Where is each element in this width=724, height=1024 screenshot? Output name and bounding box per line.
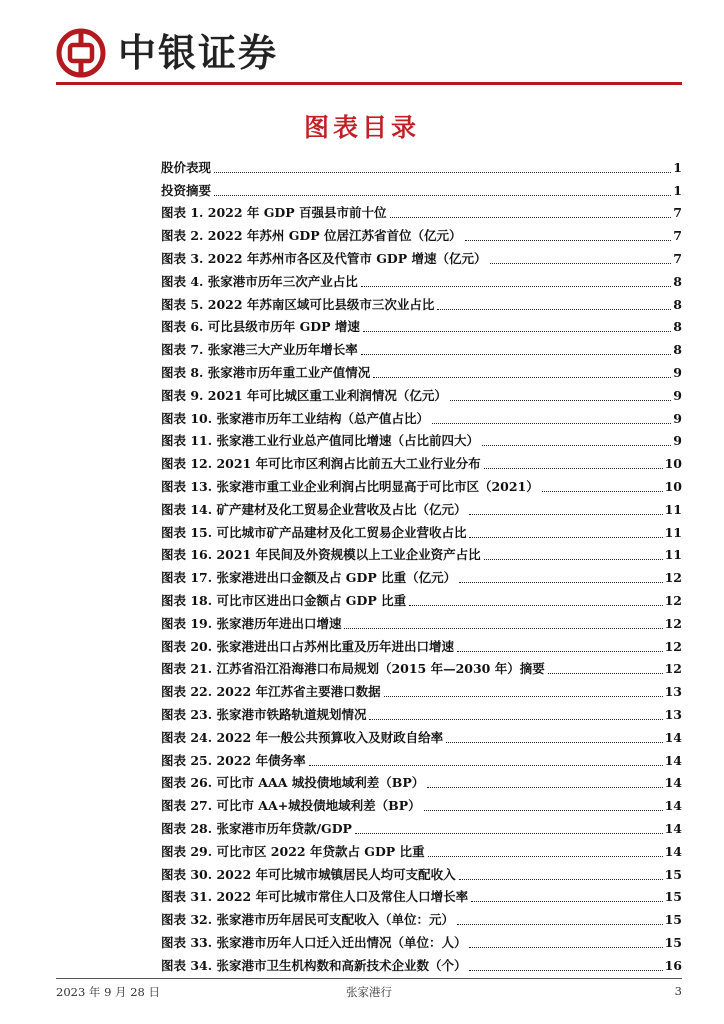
toc-entry-page: 8 bbox=[673, 296, 682, 312]
toc-entry-label: 图表 5. 2022 年苏南区域可比县级市三次业占比 bbox=[161, 296, 435, 312]
toc-entry-label: 图表 19. 张家港历年进出口增速 bbox=[161, 615, 342, 631]
toc-dot-leader bbox=[469, 970, 662, 971]
toc-entry-page: 12 bbox=[664, 615, 682, 631]
toc-entry-page: 10 bbox=[664, 456, 682, 472]
toc-dot-leader bbox=[363, 331, 671, 332]
toc-dot-leader bbox=[469, 537, 662, 538]
toc-entry-label: 股价表现 bbox=[161, 159, 212, 175]
toc-entry-page: 12 bbox=[664, 638, 682, 654]
toc-entry-page: 1 bbox=[673, 159, 682, 175]
toc-entry[interactable] bbox=[161, 746, 682, 769]
toc-entry-label: 图表 1. 2022 年 GDP 百强县市前十位 bbox=[161, 205, 387, 221]
toc-entry-page: 7 bbox=[673, 250, 682, 266]
toc-entry-label: 图表 33. 张家港市历年人口迁入迁出情况（单位：人） bbox=[161, 934, 467, 950]
toc-entry-page: 14 bbox=[664, 752, 682, 768]
toc-entry-page: 10 bbox=[664, 478, 682, 494]
toc-entry-page: 9 bbox=[673, 364, 682, 380]
toc-entry-page: 1 bbox=[673, 182, 682, 198]
toc-dot-leader bbox=[432, 423, 671, 424]
toc-entry[interactable] bbox=[161, 518, 682, 541]
toc-entry-label: 图表 6. 可比县级市历年 GDP 增速 bbox=[161, 319, 360, 335]
toc-dot-leader bbox=[471, 901, 663, 902]
toc-dot-leader bbox=[465, 240, 672, 241]
toc-entry-label: 图表 12. 2021 年可比市区利润占比前五大工业行业分布 bbox=[161, 456, 481, 472]
toc-entry[interactable] bbox=[161, 655, 682, 678]
table-of-figures bbox=[161, 153, 682, 974]
toc-entry-page: 11 bbox=[664, 524, 682, 540]
toc-entry-page: 8 bbox=[673, 273, 682, 289]
toc-dot-leader bbox=[373, 377, 671, 378]
toc-entry-page: 12 bbox=[664, 592, 682, 608]
toc-entry-page: 13 bbox=[664, 684, 682, 700]
toc-entry-label: 图表 16. 2021 年民间及外资规模以上工业企业资产占比 bbox=[161, 547, 481, 563]
toc-dot-leader bbox=[459, 879, 663, 880]
toc-dot-leader bbox=[437, 309, 671, 310]
toc-entry-label: 图表 20. 张家港进出口占苏州比重及历年进出口增速 bbox=[161, 638, 454, 654]
toc-entry-label: 图表 30. 2022 年可比城市城镇居民人均可支配收入 bbox=[161, 866, 456, 882]
toc-entry[interactable] bbox=[161, 472, 682, 495]
toc-dot-leader bbox=[459, 582, 663, 583]
toc-entry-page: 9 bbox=[673, 433, 682, 449]
toc-entry[interactable] bbox=[161, 791, 682, 814]
toc-dot-leader bbox=[548, 673, 663, 674]
footer-subject: 张家港行 bbox=[346, 985, 392, 999]
toc-entry-page: 11 bbox=[664, 501, 682, 517]
toc-entry-label: 图表 8. 张家港市历年重工业产值情况 bbox=[161, 364, 371, 380]
footer-date: 2023 年 9 月 28 日 bbox=[56, 985, 160, 999]
toc-entry-label: 图表 10. 张家港市历年工业结构（总产值占比） bbox=[161, 410, 429, 426]
toc-dot-leader bbox=[457, 924, 663, 925]
toc-entry[interactable] bbox=[161, 814, 682, 837]
toc-entry[interactable] bbox=[161, 267, 682, 290]
toc-entry[interactable] bbox=[161, 449, 682, 472]
toc-entry-page: 9 bbox=[673, 410, 682, 426]
header-divider bbox=[56, 82, 682, 85]
toc-entry-label: 图表 25. 2022 年债务率 bbox=[161, 752, 306, 768]
toc-dot-leader bbox=[214, 195, 671, 196]
page-header bbox=[56, 28, 668, 78]
toc-dot-leader bbox=[484, 559, 663, 560]
toc-entry-label: 图表 24. 2022 年一般公共预算收入及财政自给率 bbox=[161, 729, 444, 745]
toc-entry[interactable] bbox=[161, 199, 682, 222]
toc-entry-page: 15 bbox=[664, 889, 682, 905]
toc-entry-page: 15 bbox=[664, 866, 682, 882]
toc-entry-label: 图表 15. 可比城市矿产品建材及化工贸易企业营收占比 bbox=[161, 524, 467, 540]
toc-entry[interactable] bbox=[161, 313, 682, 336]
toc-entry-label: 图表 22. 2022 年江苏省主要港口数据 bbox=[161, 684, 381, 700]
toc-entry-page: 12 bbox=[664, 661, 682, 677]
toc-entry-page: 14 bbox=[664, 775, 682, 791]
toc-entry-page: 14 bbox=[664, 729, 682, 745]
toc-entry[interactable] bbox=[161, 951, 682, 974]
toc-dot-leader bbox=[469, 514, 662, 515]
toc-entry-page: 8 bbox=[673, 342, 682, 358]
toc-entry-page: 12 bbox=[664, 570, 682, 586]
toc-entry-label: 图表 3. 2022 年苏州市各区及代管市 GDP 增速（亿元） bbox=[161, 250, 487, 266]
toc-dot-leader bbox=[390, 217, 672, 218]
toc-entry-label: 图表 2. 2022 年苏州 GDP 位居江苏省首位（亿元） bbox=[161, 228, 462, 244]
footer-page-number: 3 bbox=[674, 984, 682, 998]
toc-dot-leader bbox=[490, 263, 672, 264]
toc-dot-leader bbox=[361, 286, 672, 287]
toc-entry[interactable] bbox=[161, 290, 682, 313]
toc-entry[interactable] bbox=[161, 427, 682, 450]
toc-entry[interactable] bbox=[161, 335, 682, 358]
toc-dot-leader bbox=[309, 765, 663, 766]
toc-entry[interactable] bbox=[161, 244, 682, 267]
toc-entry-page: 14 bbox=[664, 843, 682, 859]
toc-dot-leader bbox=[542, 491, 663, 492]
toc-dot-leader bbox=[355, 833, 663, 834]
toc-entry-label: 图表 18. 可比市区进出口金额占 GDP 比重 bbox=[161, 592, 407, 608]
toc-dot-leader bbox=[446, 742, 663, 743]
toc-dot-leader bbox=[344, 628, 662, 629]
toc-entry[interactable] bbox=[161, 883, 682, 906]
toc-dot-leader bbox=[409, 605, 663, 606]
toc-entry[interactable] bbox=[161, 541, 682, 564]
toc-entry-page: 14 bbox=[664, 820, 682, 836]
toc-entry[interactable] bbox=[161, 837, 682, 860]
toc-entry[interactable] bbox=[161, 358, 682, 381]
toc-entry-label: 图表 29. 可比市区 2022 年贷款占 GDP 比重 bbox=[161, 843, 425, 859]
toc-entry-label: 图表 34. 张家港市卫生机构数和高新技术企业数（个） bbox=[161, 957, 467, 973]
toc-entry-label: 图表 28. 张家港市历年贷款/GDP bbox=[161, 820, 352, 836]
toc-dot-leader bbox=[214, 172, 671, 173]
toc-dot-leader bbox=[469, 947, 662, 948]
toc-entry-page: 13 bbox=[664, 706, 682, 722]
toc-entry-label: 图表 17. 张家港进出口金额及占 GDP 比重（亿元） bbox=[161, 570, 457, 586]
toc-entry-label: 图表 9. 2021 年可比城区重工业利润情况（亿元） bbox=[161, 387, 447, 403]
toc-entry[interactable] bbox=[161, 677, 682, 700]
toc-entry[interactable] bbox=[161, 928, 682, 951]
toc-dot-leader bbox=[361, 354, 672, 355]
toc-entry-page: 16 bbox=[664, 957, 682, 973]
boc-logo-icon bbox=[56, 28, 106, 78]
toc-entry-label: 图表 14. 矿产建材及化工贸易企业营收及占比（亿元） bbox=[161, 501, 467, 517]
toc-entry-label: 图表 27. 可比市 AA+城投债地域利差（BP） bbox=[161, 798, 421, 814]
toc-dot-leader bbox=[384, 696, 663, 697]
toc-entry[interactable] bbox=[161, 905, 682, 928]
toc-entry[interactable] bbox=[161, 609, 682, 632]
toc-entry-label: 图表 31. 2022 年可比城市常住人口及常住人口增长率 bbox=[161, 889, 469, 905]
toc-entry[interactable] bbox=[161, 723, 682, 746]
toc-entry[interactable] bbox=[161, 153, 682, 176]
toc-entry-page: 11 bbox=[664, 547, 682, 563]
toc-entry[interactable] bbox=[161, 700, 682, 723]
toc-entry[interactable] bbox=[161, 176, 682, 199]
toc-entry[interactable] bbox=[161, 495, 682, 518]
toc-entry[interactable] bbox=[161, 221, 682, 244]
toc-entry-page: 7 bbox=[673, 228, 682, 244]
toc-entry[interactable] bbox=[161, 769, 682, 792]
toc-entry[interactable] bbox=[161, 860, 682, 883]
toc-entry-label: 图表 13. 张家港市重工业企业利润占比明显高于可比市区（2021） bbox=[161, 478, 539, 494]
toc-entry-label: 图表 4. 张家港市历年三次产业占比 bbox=[161, 273, 358, 289]
toc-dot-leader bbox=[428, 856, 663, 857]
toc-dot-leader bbox=[369, 719, 662, 720]
page-footer bbox=[56, 984, 682, 1002]
toc-entry-label: 投资摘要 bbox=[161, 182, 212, 198]
toc-dot-leader bbox=[482, 445, 671, 446]
toc-entry-label: 图表 21. 江苏省沿江沿海港口布局规划（2015 年—2030 年）摘要 bbox=[161, 661, 545, 677]
toc-dot-leader bbox=[484, 468, 663, 469]
toc-dot-leader bbox=[427, 787, 662, 788]
footer-divider bbox=[56, 978, 682, 979]
toc-entry[interactable] bbox=[161, 381, 682, 404]
toc-entry-page: 7 bbox=[673, 205, 682, 221]
toc-entry-label: 图表 23. 张家港市铁路轨道规划情况 bbox=[161, 706, 367, 722]
toc-entry-label: 图表 7. 张家港三大产业历年增长率 bbox=[161, 342, 358, 358]
toc-entry-page: 8 bbox=[673, 319, 682, 335]
toc-dot-leader bbox=[450, 400, 671, 401]
toc-entry-label: 图表 32. 张家港市历年居民可支配收入（单位：元） bbox=[161, 912, 454, 928]
toc-entry-page: 15 bbox=[664, 934, 682, 950]
toc-title: 图表目录 bbox=[303, 113, 420, 142]
toc-dot-leader bbox=[424, 810, 663, 811]
toc-entry[interactable] bbox=[161, 404, 682, 427]
toc-entry-label: 图表 26. 可比市 AAA 城投债地域利差（BP） bbox=[161, 775, 425, 791]
toc-entry-label: 图表 11. 张家港工业行业总产值同比增速（占比前四大） bbox=[161, 433, 479, 449]
toc-entry[interactable] bbox=[161, 586, 682, 609]
toc-entry-page: 9 bbox=[673, 387, 682, 403]
toc-entry-page: 15 bbox=[664, 912, 682, 928]
toc-entry[interactable] bbox=[161, 632, 682, 655]
toc-entry-page: 14 bbox=[664, 798, 682, 814]
brand-name: 中银证券 bbox=[118, 31, 279, 75]
toc-dot-leader bbox=[457, 651, 663, 652]
toc-entry[interactable] bbox=[161, 563, 682, 586]
